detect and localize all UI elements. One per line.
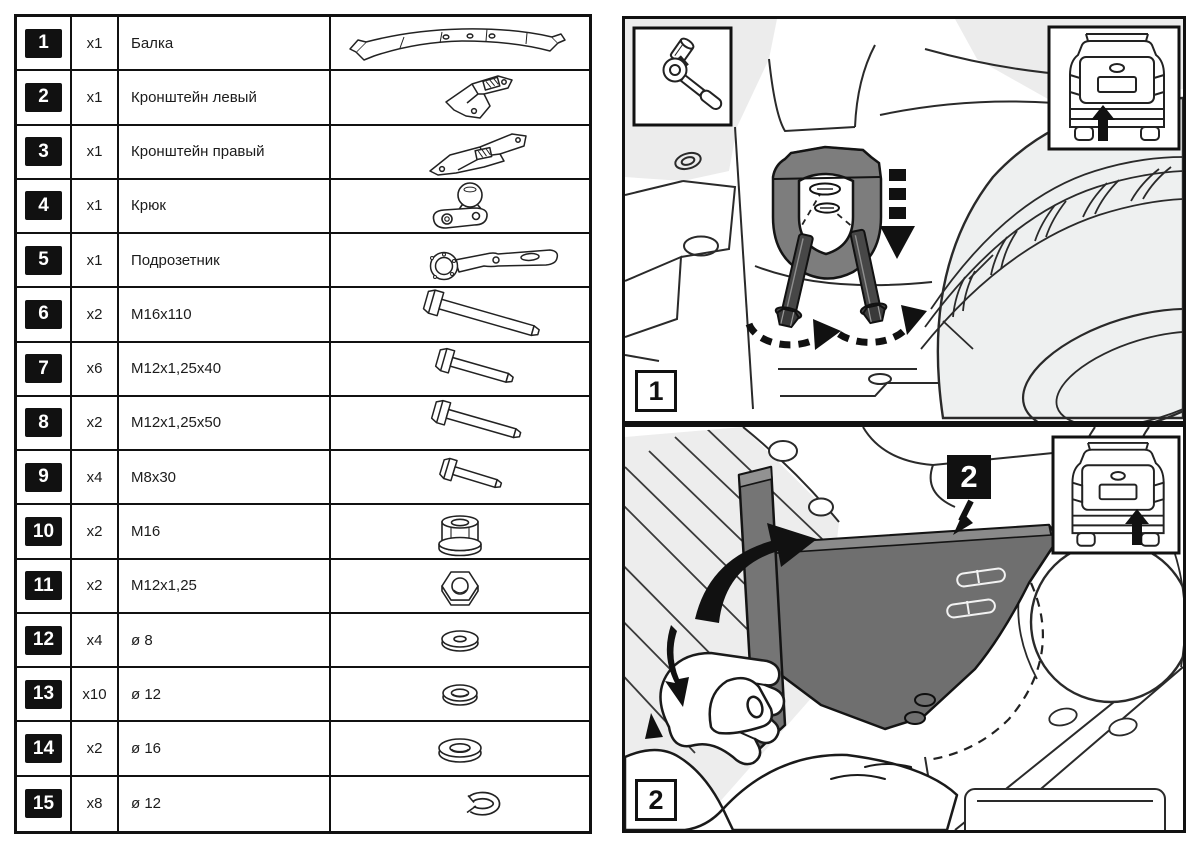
part-qty: x2	[72, 288, 119, 342]
step-1-panel	[622, 16, 1186, 424]
part-number-badge: 14	[25, 734, 62, 763]
parts-table	[14, 14, 592, 834]
part-qty: x1	[72, 126, 119, 180]
car-rear-view	[1070, 34, 1164, 140]
part-qty: x4	[72, 614, 119, 668]
part-name: M8x30	[119, 451, 331, 505]
spring-washer-icon	[334, 779, 586, 829]
step-1-illustration	[625, 19, 1183, 421]
bracket-left-icon	[334, 72, 586, 122]
washer-12-icon	[334, 669, 586, 719]
part-qty: x2	[72, 560, 119, 614]
part-number-badge: 3	[25, 137, 62, 166]
washer-16-icon	[334, 724, 586, 774]
part-image	[331, 722, 589, 776]
part-name: M12x1,25	[119, 560, 331, 614]
part-image	[331, 17, 589, 71]
flange-lock-nut-icon	[334, 507, 586, 557]
part-number-badge: 2	[25, 83, 62, 112]
part-name: M12x1,25x40	[119, 343, 331, 397]
car-rear-view	[1072, 443, 1163, 546]
part-number-badge: 7	[25, 354, 62, 383]
part-name: M12x1,25x50	[119, 397, 331, 451]
part-name: Кронштейн правый	[119, 126, 331, 180]
part-image	[331, 397, 589, 451]
part-name: ø 8	[119, 614, 331, 668]
part-name: M16	[119, 505, 331, 559]
towball-icon	[334, 181, 586, 231]
bolt-m12x40-icon	[334, 344, 586, 394]
part-number-badge: 9	[25, 463, 62, 492]
part-qty: x2	[72, 397, 119, 451]
car-rear-inset	[1049, 27, 1179, 149]
part-name: ø 12	[119, 777, 331, 831]
part-image	[331, 71, 589, 125]
bracket-plate-part	[773, 525, 1058, 729]
part-name: Подрозетник	[119, 234, 331, 288]
part-image	[331, 614, 589, 668]
part-image	[331, 126, 589, 180]
part-number-badge: 15	[25, 789, 62, 818]
bolt-m8x30-icon	[334, 452, 586, 502]
step-number-box: 2	[635, 779, 677, 821]
part-number-badge: 12	[25, 626, 62, 655]
part-number-badge: 1	[25, 29, 62, 58]
part-name: ø 12	[119, 668, 331, 722]
step-2-panel	[622, 424, 1186, 833]
part-qty: x1	[72, 71, 119, 125]
part-qty: x2	[72, 505, 119, 559]
part-number-badge: 11	[25, 571, 62, 600]
washer-8-icon	[334, 615, 586, 665]
part-qty: x1	[72, 180, 119, 234]
part-number-badge: 10	[25, 517, 62, 546]
car-rear-inset	[1053, 437, 1179, 553]
part-image	[331, 234, 589, 288]
part-qty: x4	[72, 451, 119, 505]
part-qty: x1	[72, 234, 119, 288]
part-image	[331, 288, 589, 342]
table-row-num	[17, 17, 72, 71]
hex-nut-icon	[334, 561, 586, 611]
part-number-badge: 6	[25, 300, 62, 329]
part-number-badge: 13	[25, 680, 62, 709]
part-qty: x2	[72, 722, 119, 776]
bracket-right-icon	[334, 127, 586, 177]
part-number-badge: 5	[25, 246, 62, 275]
press-down-arrow	[880, 169, 915, 259]
socket-plate-icon	[334, 235, 586, 285]
part-name: ø 16	[119, 722, 331, 776]
part-qty: x1	[72, 17, 119, 71]
bolt-m16x110-icon	[334, 289, 586, 339]
part-qty: x6	[72, 343, 119, 397]
part-image	[331, 505, 589, 559]
step-number-box: 1	[635, 370, 677, 412]
part-number-badge: 4	[25, 191, 62, 220]
part-qty: x10	[72, 668, 119, 722]
part-image	[331, 343, 589, 397]
beam-icon	[334, 18, 586, 68]
part-image	[331, 777, 589, 831]
part-image	[331, 560, 589, 614]
bolt-m12x50-icon	[334, 398, 586, 448]
part-name: Крюк	[119, 180, 331, 234]
part-number-badge: 8	[25, 408, 62, 437]
ratchet-tool-inset	[634, 28, 731, 125]
part-callout-badge: 2	[947, 455, 991, 499]
part-name: Кронштейн левый	[119, 71, 331, 125]
part-qty: x8	[72, 777, 119, 831]
part-image	[331, 668, 589, 722]
step-2-illustration	[625, 427, 1183, 830]
part-image	[331, 451, 589, 505]
part-name: Балка	[119, 17, 331, 71]
part-name: M16x110	[119, 288, 331, 342]
part-image	[331, 180, 589, 234]
